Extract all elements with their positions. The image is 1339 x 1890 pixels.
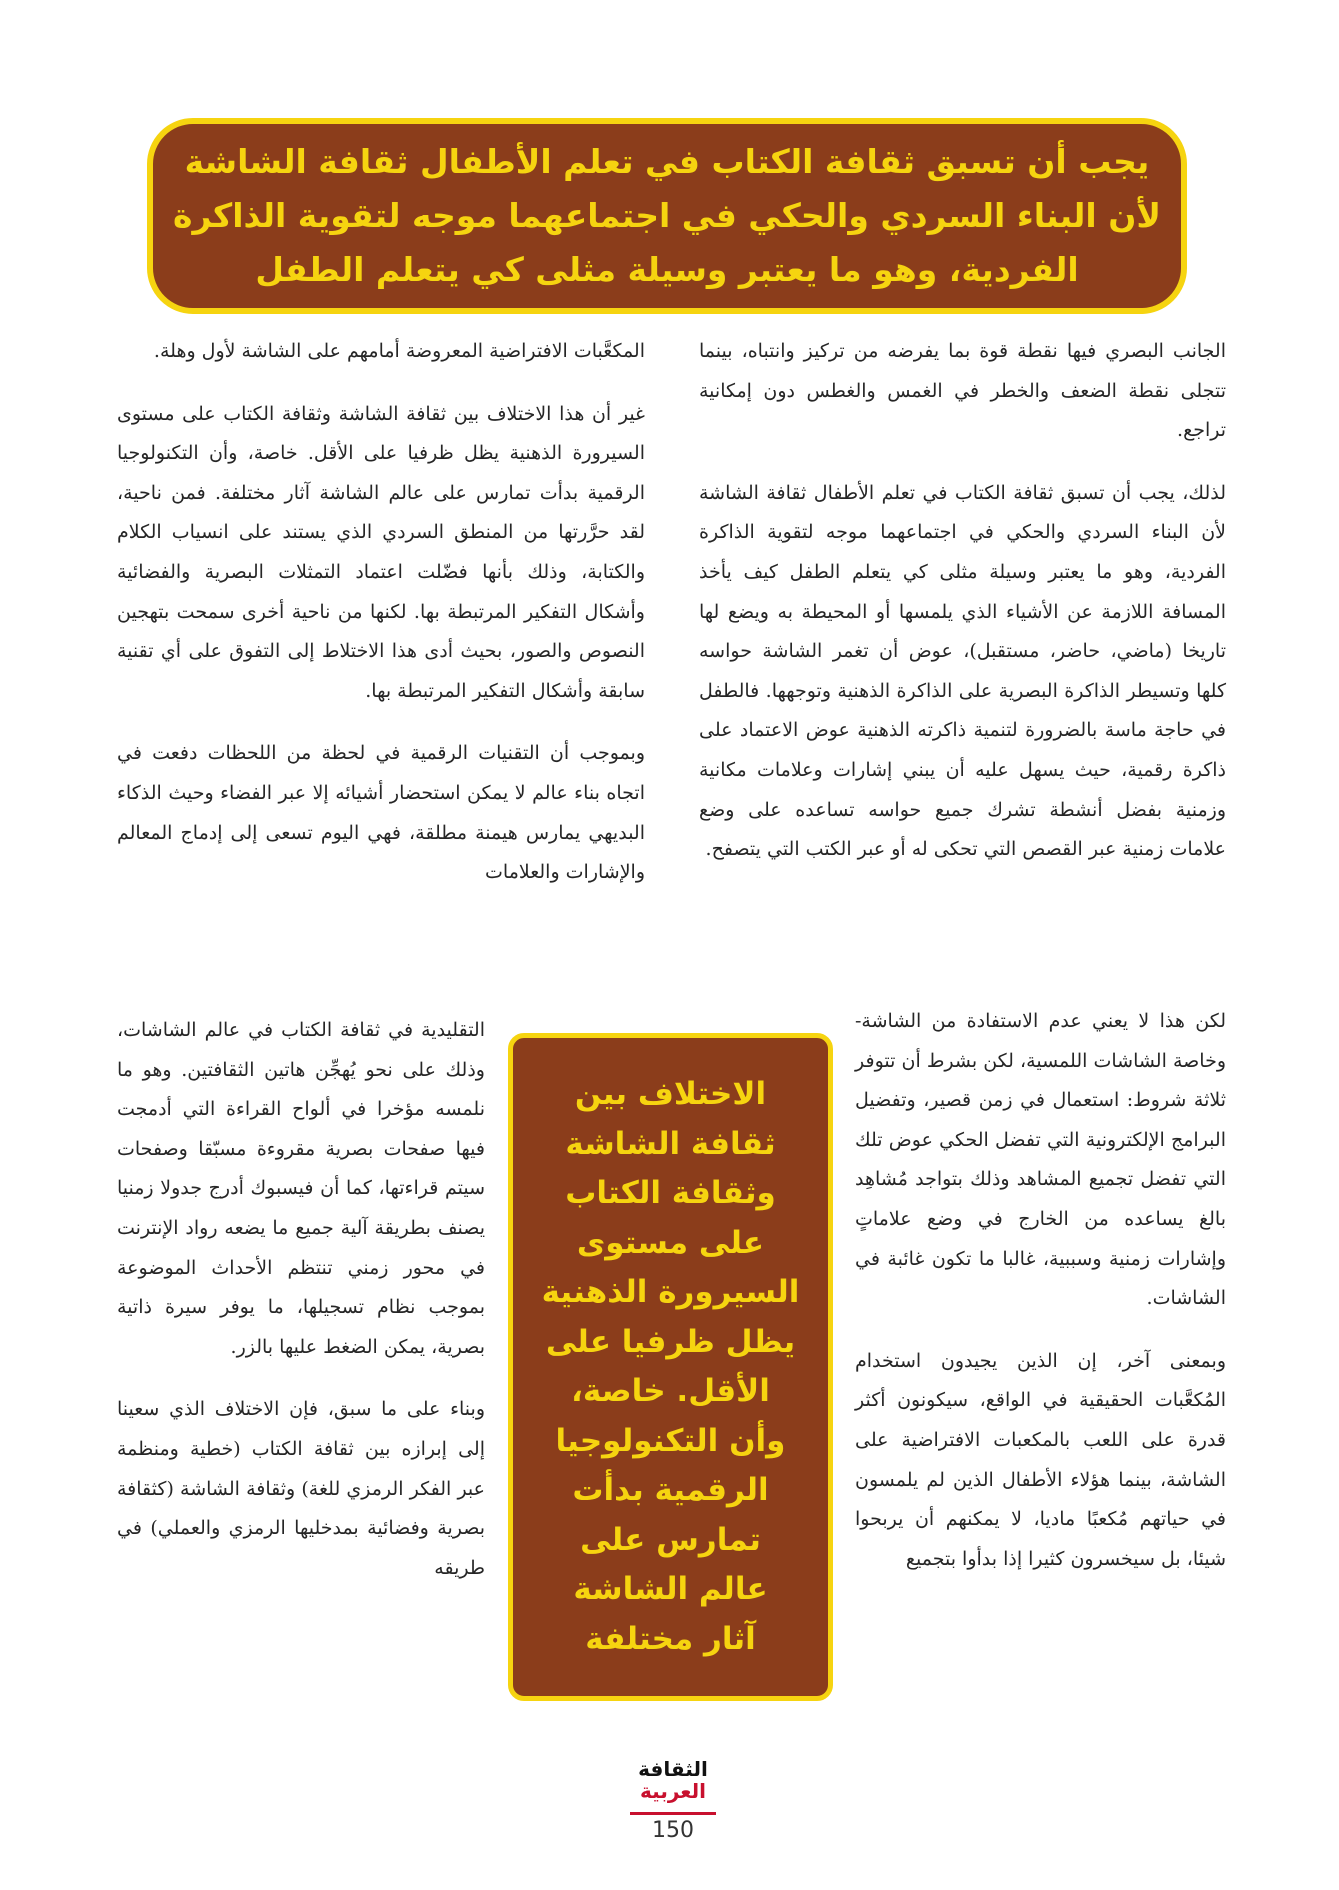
paragraph: غير أن هذا الاختلاف بين ثقافة الشاشة وثقافة الكتاب على مستوى السيرورة الذهنية يظل ظرفيا على الأقل. خاصة، وأن التكنولوجيا الرقمية بدأت تمارس على عالم الشاشة آثار مختلفة. فمن ناحية، لقد حرَّرتها من المنطق السردي الذي يستند على انسياب الكلام والكتابة، وذلك بأنها فضّلت اعتماد التمثلات البصرية والفضائية وأشكال التفكير المرتبطة بها. لكنها من ناحية أخرى سمحت بتهجين النصوص والصور، بحيث أدى هذا الاختلاط إلى التفوق على أي تقنية سابقة وأشكال التفكير المرتبطة بها.: [117, 402, 645, 702]
banner-line: لأن البناء السردي والحكي في اجتماعهما موجه لتقوية الذاكرة: [173, 196, 1161, 235]
paragraph: وبناء على ما سبق، فإن الاختلاف الذي سعينا إلى إبرازه بين ثقافة الكتاب (خطية ومنظمة عبر الفكر الرمزي للغة) وثقافة الشاشة (كثقافة بصرية وفضائية بمدخليها الرمزي والعملي) في طريقه: [117, 1398, 485, 1579]
page-number: 150: [652, 1818, 694, 1843]
paragraph: الجانب البصري فيها نقطة قوة بما يفرضه من تركيز وانتباه، بينما تتجلى نقطة الضعف والخطر في الغمس والغطس دون إمكانية تراجع.: [699, 340, 1226, 442]
headline-banner: [147, 118, 1187, 314]
left-column-upper: [117, 332, 645, 916]
pull-quote-line: وثقافة الكتاب: [565, 1175, 776, 1211]
pull-quote-line: السيرورة الذهنية: [541, 1274, 800, 1310]
pull-quote-line: ثقافة الشاشة: [565, 1125, 776, 1162]
right-column-upper: [699, 332, 1226, 893]
pull-quote-line: عالم الشاشة: [573, 1571, 768, 1607]
paragraph: لكن هذا لا يعني عدم الاستفادة من الشاشة- وخاصة الشاشات اللمسية، لكن بشرط أن تتوفر ثلاثة شروط: استعمال في زمن قصير، وتفضيل البرامج الإلكترونية التي تفضل الحكي عوض تلك التي تفضل تجميع المشاهد وذلك بتواجد مُشاهِد بالغ يساعده من الخارج في وضع علاماتٍ وإشارات زمنية وسببية، غالبا ما تكون غائبة في الشاشات.: [855, 1010, 1226, 1310]
paragraph: وبموجب أن التقنيات الرقمية في لحظة من اللحظات دفعت في اتجاه بناء عالم لا يمكن استحضار أشيائه إلا عبر الفضاء وحيث الذكاء البديهي يمارس هيمنة مطلقة، فهي اليوم تسعى إلى إدماج المعالم والإشارات والعلامات: [117, 742, 645, 884]
pull-quote-box: [508, 1033, 833, 1701]
logo-word-1: الثقافة: [638, 1757, 708, 1781]
logo-word-2: العربية: [640, 1779, 706, 1803]
pull-quote-line: على مستوى: [576, 1224, 765, 1261]
paragraph: التقليدية في ثقافة الكتاب في عالم الشاشات، وذلك على نحو يُهجِّن هاتين الثقافتين. وهو ما نلمسه مؤخرا في ألواح القراءة التي أدمجت فيها صفحات بصرية مقروءة مسبّقا وصفحات سيتم قراءتها، كما أن فيسبوك أدرج جدولا زمنيا يصنف بطريقة آلية جميع ما يضعه رواد الإنترنت في محور زمني تنتظم الأحداث الموضوعة بموجب نظام تسجيلها، ما يوفر سيرة ذاتية بصرية، يمكن الضغط عليها بالزر.: [117, 1019, 485, 1358]
logo-underline: [630, 1812, 716, 1815]
pull-quote-line: تمارس على: [580, 1521, 761, 1558]
banner-line: الفردية، وهو ما يعتبر وسيلة مثلى كي يتعلم الطفل: [255, 250, 1079, 289]
paragraph: لذلك، يجب أن تسبق ثقافة الكتاب في تعلم الأطفال ثقافة الشاشة لأن البناء السردي والحكي في اجتماعهما موجه لتقوية الذاكرة الفردية، وهو ما يعتبر وسيلة مثلى كي يتعلم الطفل كيف يأخذ المسافة اللازمة عن الأشياء الذي يلمسها أو المحيطة به ويضع لها تاريخا (ماضي، حاضر، مستقبل)، عوض أن تغمر الشاشة حواسه كلها وتسيطر الذاكرة البصرية على الذاكرة الذهنية وتوجهها. فالطفل في حاجة ماسة بالضرورة لتنمية ذاكرته الذهنية عوض الاعتماد على ذاكرة رقمية، حيث يسهل عليه أن يبني إشارات وعلامات مكانية وزمنية بفضل أنشطة تشرك جميع حواسه تساعده على وضع علامات زمنية عبر القصص التي تحكى له أو عبر الكتب التي يتصفح.: [699, 481, 1226, 861]
pull-quote-line: يظل ظرفيا على: [545, 1323, 796, 1360]
banner-line: يجب أن تسبق ثقافة الكتاب في تعلم الأطفال ثقافة الشاشة: [184, 142, 1150, 181]
paragraph: المكعَّبات الافتراضية المعروضة أمامهم على الشاشة لأول وهلة.: [153, 340, 645, 362]
pull-quote-line: الأقل. خاصة،: [571, 1373, 770, 1409]
paragraph: وبمعنى آخر، إن الذين يجيدون استخدام المُكعَّبات الحقيقية في الواقع، سيكونون أكثر قدرة على اللعب بالمكعبات الافتراضية على الشاشة، بينما هؤلاء الأطفال الذين لم يلمسون في حياتهم مُكعبًا ماديا، لا يمكنهم أن يربحوا شيئا، بل سيخسرون كثيرا إذا بدأوا بتجميع: [855, 1349, 1226, 1570]
pull-quote-line: آثار مختلفة: [585, 1620, 756, 1657]
right-column-lower: [855, 1002, 1226, 1602]
pull-quote-line: وأن التكنولوجيا: [555, 1422, 786, 1459]
magazine-logo: [633, 1758, 713, 1816]
pull-quote-line: الرقمية بدأت: [572, 1472, 769, 1508]
pull-quote-line: الاختلاف بين: [574, 1076, 767, 1112]
left-column-lower: [117, 1011, 485, 1611]
